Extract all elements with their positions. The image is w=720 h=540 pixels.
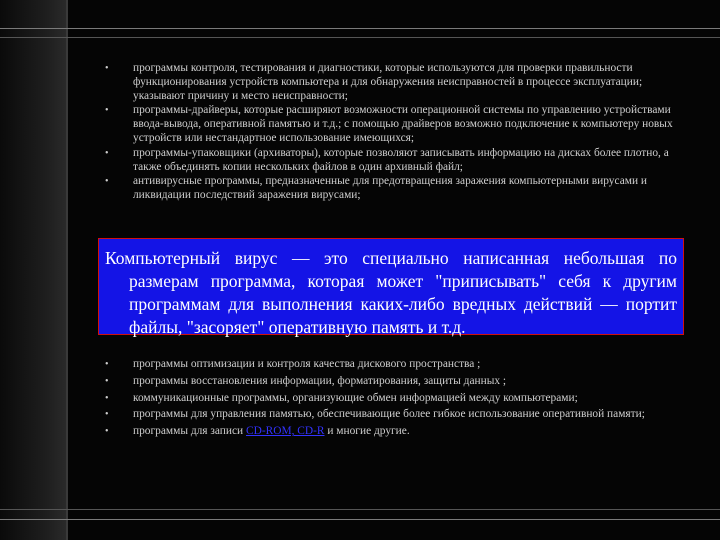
top-rule-inner xyxy=(0,37,720,38)
top-rule-outer xyxy=(0,28,720,29)
left-decor-band xyxy=(0,0,66,540)
bullet-icon: • xyxy=(105,105,109,117)
utility-list-bottom xyxy=(95,358,695,439)
list-item-prefix: программы для записи xyxy=(133,425,244,438)
list-item xyxy=(95,62,695,103)
list-item xyxy=(95,408,695,422)
cd-rom-link[interactable]: CD-ROM, CD-R xyxy=(246,425,325,438)
list-item xyxy=(95,175,695,203)
bullet-icon: • xyxy=(105,392,109,404)
list-item-suffix: и многие другие. xyxy=(327,425,410,438)
list-item-text: антивирусные программы, предназначенные для предотвращения заражения компьютерными вирусами и ликвидации последствий заражения вирусами; xyxy=(133,175,648,202)
list-item xyxy=(95,375,695,389)
bullet-icon: • xyxy=(105,63,109,74)
list-item-text: программы контроля, тестирования и диагностики, которые используются для проверки правильности функционирования устройств компьютера и для обнаружения неисправностей в процессе эксплуатации; указывают причину и место неисправности; xyxy=(133,62,643,102)
bullet-icon: • xyxy=(105,426,109,438)
virus-definition-text: Компьютерный вирус — это специально написанная небольшая по размерам программа, которая может "приписывать" себя к другим программам для выполнения каких-либо вредных действий — портит файлы, "засоряет" оперативную память и т.д. xyxy=(105,248,677,337)
list-item-text: программы оптимизации и контроля качества дискового пространства ; xyxy=(133,358,481,370)
list-item xyxy=(95,358,695,372)
left-decor-edge xyxy=(66,0,68,540)
list-item xyxy=(95,392,695,406)
list-item-text: программы-упаковщики (архиваторы), которые позволяют записывать информацию на дисках более плотно, а также объединять копии нескольких файлов в один архивный файл; xyxy=(133,146,669,173)
bullet-icon: • xyxy=(105,409,109,421)
bullet-icon: • xyxy=(105,147,109,159)
bottom-rule-outer xyxy=(0,519,720,520)
list-item-text: программы восстановления информации, форматирования, защиты данных ; xyxy=(133,374,507,387)
list-item xyxy=(95,425,695,439)
list-item xyxy=(95,104,695,145)
list-item-text: программы для управления памятью, обеспечивающие более гибкое использование оперативной памяти; xyxy=(133,408,645,421)
list-item-text: программы-драйверы, которые расширяют возможности операционной системы по управлению устройствами ввода-вывода, оперативной памятью и т.д.; с помощью драйверов возможно подключение к компьютеру новых устройств или нестандартное использование имеющихся; xyxy=(133,104,673,144)
bullet-icon: • xyxy=(105,176,109,188)
bullet-icon: • xyxy=(105,375,109,387)
bottom-rule-inner xyxy=(0,509,720,510)
bullet-icon: • xyxy=(105,359,109,370)
virus-definition-box xyxy=(98,238,684,335)
list-item-text: коммуникационные программы, организующие обмен информацией между компьютерами; xyxy=(133,391,578,404)
utility-list-top xyxy=(95,62,695,203)
list-item xyxy=(95,147,695,175)
